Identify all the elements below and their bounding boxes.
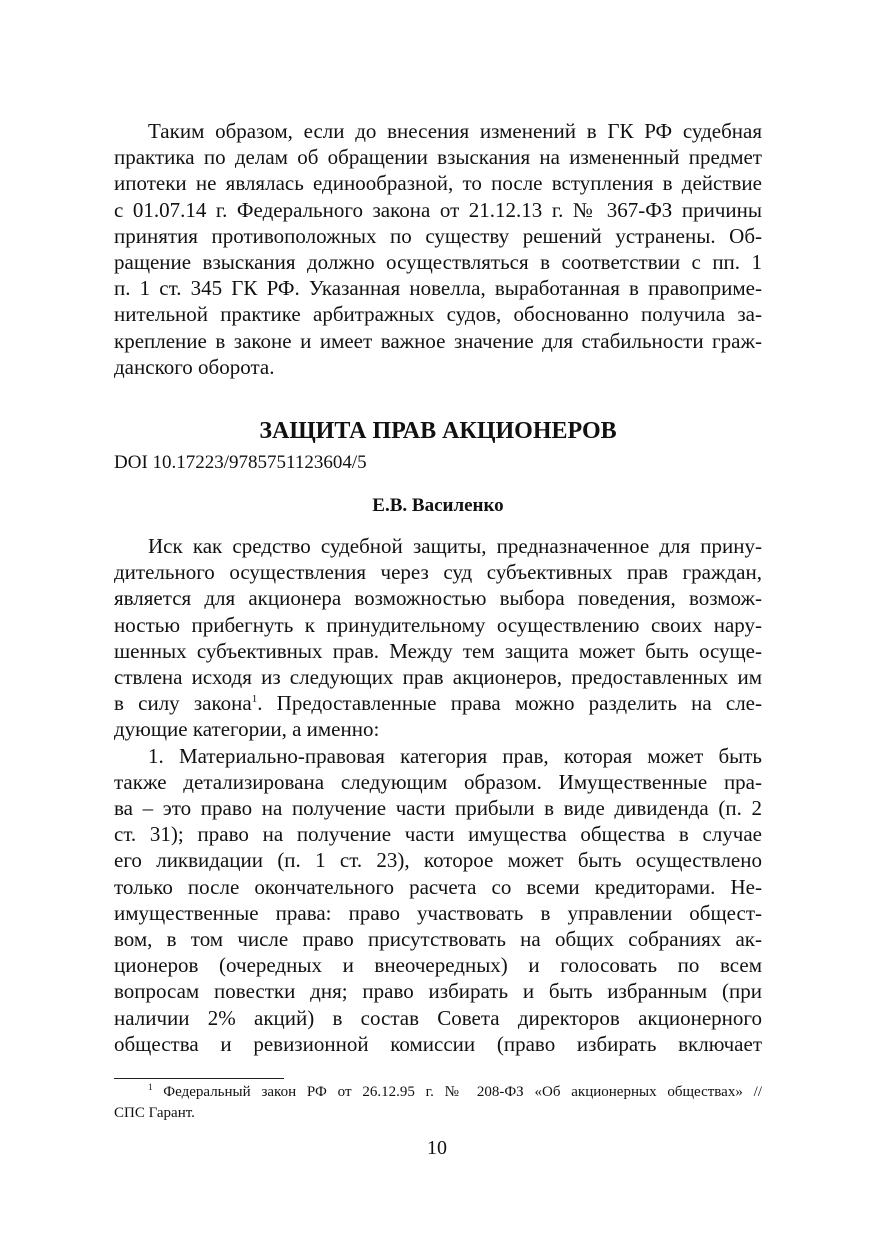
text-line: дительного осуществления через суд субъективных прав граждан, bbox=[114, 560, 762, 585]
text-line: вопросам повестки дня; право избирать и быть избранным (при bbox=[114, 979, 762, 1004]
text-fragment: в силу закона bbox=[114, 691, 252, 716]
text-line: общества и ревизионной комиссии (право избирать включает bbox=[114, 1031, 762, 1056]
text-line: ва – это право на получение части прибыли в виде дивиденда (п. 2 bbox=[114, 796, 762, 821]
text-line: его ликвидации (п. 1 ст. 23), которое может быть осуществлено bbox=[114, 848, 762, 873]
text-line: Таким образом, если до внесения изменений в ГК РФ судебная bbox=[148, 119, 762, 143]
footnote bbox=[114, 1082, 762, 1124]
text-line: также детализирована следующим образом. Имущественные пра- bbox=[114, 769, 762, 794]
footnote-line: СПС Гарант. bbox=[114, 1105, 195, 1121]
text-line: ращение взыскания должно осуществляться в соответствии с пп. 1 bbox=[114, 250, 762, 275]
text-line: ипотеки не являлась единообразной, то после вступления в действие bbox=[114, 171, 762, 196]
text-line: Иск как средство судебной защиты, предназначенное для прину- bbox=[148, 534, 762, 559]
text-line: является для акционера возможностью выбора поведения, возмож- bbox=[114, 586, 762, 611]
text-line: практика по делам об обращении взыскания на измененный предмет bbox=[114, 145, 762, 170]
text-line: ствлена исходя из следующих прав акционеров, предоставленных им bbox=[114, 665, 762, 690]
page-number: 10 bbox=[427, 1137, 447, 1159]
text-line: ст. 31); право на получение части имущества общества в случае bbox=[114, 822, 762, 847]
author-name: Е.В. Василенко bbox=[372, 495, 504, 517]
doi-label: DOI 10.17223/9785751123604/5 bbox=[114, 452, 367, 474]
footnote-text: Федеральный закон РФ от 26.12.95 г. № 208-ФЗ «Об акционерных обществах» // bbox=[152, 1084, 762, 1100]
footnote-reference: 1 bbox=[251, 693, 258, 706]
text-line: нительной практике арбитражных судов, обоснованно получила за- bbox=[114, 302, 762, 327]
page-body bbox=[114, 118, 762, 1057]
text-line: данского оборота. bbox=[114, 354, 275, 379]
intro-paragraph bbox=[114, 118, 762, 380]
text-line: имущественные права: право участвовать в управлении общест- bbox=[114, 900, 762, 925]
text-line: с 01.07.14 г. Федерального закона от 21.12.13 г. № 367-ФЗ причины bbox=[114, 197, 762, 222]
text-line: крепление в законе и имеет важное значение для стабильности граж- bbox=[114, 328, 762, 353]
footnote-line bbox=[114, 1082, 762, 1103]
text-line: только после окончательного расчета со всеми кредиторами. Не- bbox=[114, 874, 762, 899]
footnote-separator bbox=[114, 1078, 284, 1079]
footnote-number: 1 bbox=[148, 1082, 153, 1092]
text-line-with-footnote-ref bbox=[114, 690, 762, 716]
text-line: дующие категории, а именно: bbox=[114, 717, 380, 742]
text-line: п. 1 ст. 345 ГК РФ. Указанная новелла, выработанная в правоприме- bbox=[114, 276, 762, 301]
text-line: вом, в том числе право присутствовать на общих собраниях ак- bbox=[114, 927, 762, 952]
text-line: 1. Материально-правовая категория прав, которая может быть bbox=[148, 743, 762, 768]
body-paragraph-1 bbox=[114, 533, 762, 743]
text-line: принятия противоположных по существу решений устранены. Об- bbox=[114, 223, 762, 248]
text-line: ностью прибегнуть к принудительному осуществлению своих нару- bbox=[114, 612, 762, 637]
text-fragment: . Предоставленные права можно разделить на сле- bbox=[257, 691, 762, 716]
body-paragraph-2 bbox=[114, 743, 762, 1057]
text-line: ционеров (очередных и внеочередных) и голосовать по всем bbox=[114, 953, 762, 978]
text-line: шенных субъективных прав. Между тем защита может быть осуще- bbox=[114, 638, 762, 663]
text-line: наличии 2% акций) в состав Совета директоров акционерного bbox=[114, 1005, 762, 1030]
section-title: ЗАЩИТА ПРАВ АКЦИОНЕРОВ bbox=[259, 418, 617, 445]
